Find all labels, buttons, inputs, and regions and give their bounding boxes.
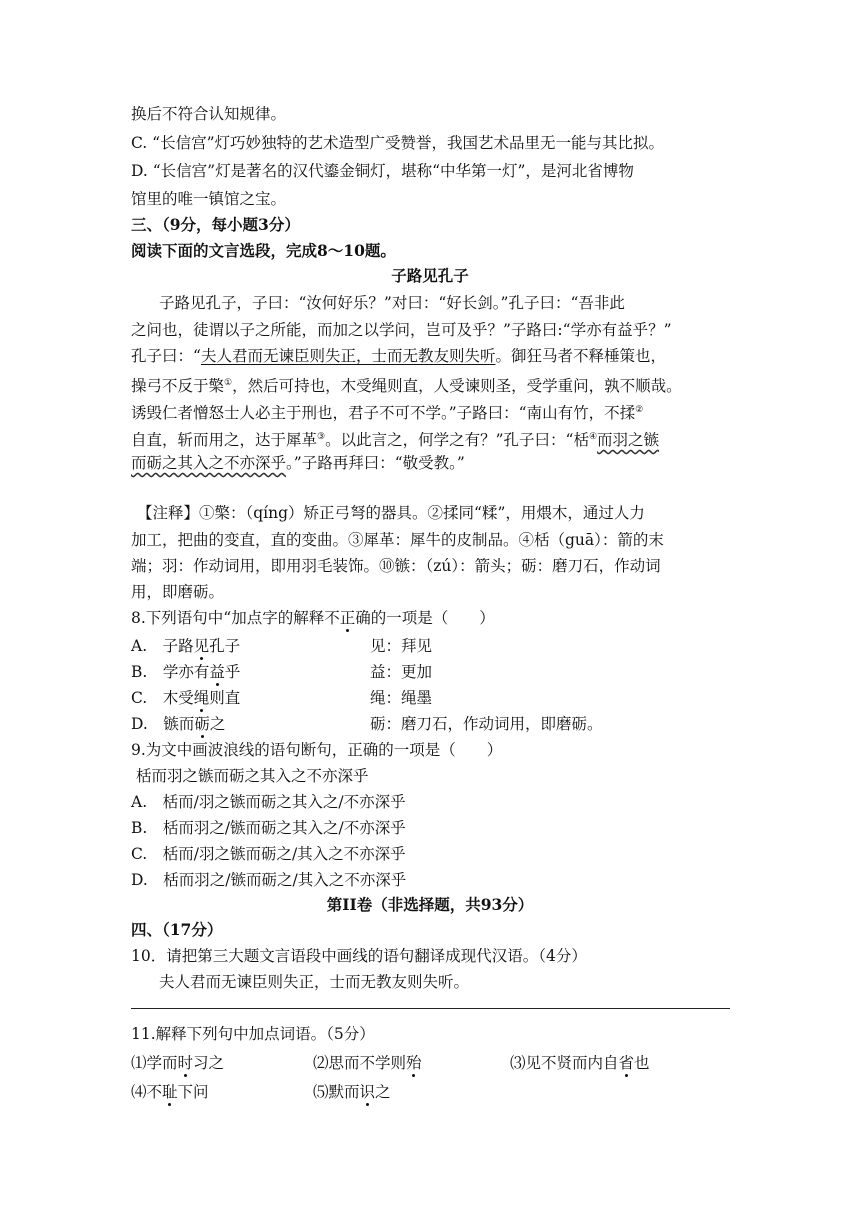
note-line-1: 【注释】①檠：（qíng）矫正弓弩的器具。②揉同“糅”，用煨木，通过人力: [137, 504, 645, 522]
q9-option-b: B. 栝而羽之/镞而砺之其入之/不亦深乎: [131, 819, 406, 837]
q9-option-a: A. 栝而/羽之镞而砺之其入之/不亦深乎: [131, 793, 406, 811]
q10-sentence: 夫人君而无谏臣则失正，士而无教友则失听。: [159, 973, 470, 991]
part2-title: 第II卷（非选择题，共93分）: [326, 895, 534, 914]
q8-gloss-c: 绳：绳墨: [370, 689, 433, 707]
q8-option-b: B. 学亦有益乎: [131, 663, 241, 681]
option-d-line2: 馆里的唯一镇馆之宝。: [131, 190, 287, 208]
footnote-mark-1: ①: [224, 378, 233, 388]
q9-option-c: C. 栝而/羽之镞而砺之/其入之不亦深乎: [131, 845, 406, 863]
section4-heading: 四、（17分）: [131, 920, 223, 939]
passage-line-7: 而砺之其入之不亦深乎。”子路再拜曰：“敬受教。”: [131, 454, 465, 472]
passage-line-1: 子路见孔子，子曰：“汝何好乐？”对曰：“好长剑。”孔子曰：“吾非此: [159, 294, 625, 312]
q11-item-5: ⑸默而识之: [313, 1083, 391, 1101]
q8-stem: 8.下列语句中“加点字的解释不正确的一项是（ ）: [131, 609, 495, 627]
q9-option-d: D. 栝而羽之/镞而砺之/其入之不亦深乎: [131, 871, 407, 889]
wavy-sentence-part2: 而砺之其入之不亦深乎: [131, 454, 287, 472]
q8-gloss-b: 益：更加: [370, 663, 433, 681]
footnote-mark-2: ②: [635, 405, 644, 415]
q8-option-d: D. 镞而砺之: [131, 715, 226, 733]
passage-line-6: 自直，斩而用之，达于犀革③。以此言之，何学之有？”孔子曰：“栝④而羽之镞: [131, 431, 660, 449]
q8-option-a: A. 子路见孔子: [131, 637, 241, 655]
passage-title: 子路见孔子: [391, 266, 469, 285]
q8-gloss-a: 见：拜见: [370, 637, 433, 655]
note-line-2: 加工，把曲的变直，直的变曲。③犀革：犀牛的皮制品。④栝（guā）：箭的末: [131, 531, 664, 549]
q11-item-2: ⑵思而不学则殆: [313, 1054, 422, 1072]
q9-sentence: 栝而羽之镞而砺之其入之不亦深乎: [136, 767, 369, 785]
passage-line-4: 操弓不反于檠①，然后可持也，木受绳则直，人受谏则圣，受学重问，孰不顺哉。: [131, 377, 682, 395]
passage-line-5: 诱毁仁者憎怒士人必主于刑也，君子不可不学。”子路曰：“南山有竹，不揉②: [131, 404, 644, 422]
section3-heading: 三、（9分，每小题3分）: [131, 215, 300, 234]
wavy-sentence-part1: 而羽之镞: [597, 431, 660, 449]
dotted-word: 不正确: [324, 609, 371, 627]
q11-stem: 11.解释下列句中加点词语。（5分）: [131, 1025, 375, 1043]
q11-item-1: ⑴学而时习之: [131, 1054, 225, 1072]
q11-item-3: ⑶见不贤而内自省也: [510, 1054, 650, 1072]
q8-gloss-d: 砺：磨刀石，作动词用，即磨砺。: [370, 715, 603, 733]
passage-line-3: 孔子曰：“夫人君而无谏臣则失正，士而无教友则失听。御狂马者不释棰策也，: [131, 347, 666, 365]
q8-option-c: C. 木受绳则直: [131, 689, 241, 707]
q11-item-4: ⑷不耻下问: [131, 1083, 209, 1101]
q10-stem: 10．请把第三大题文言语段中画线的语句翻译成现代汉语。（4分）: [131, 947, 587, 965]
note-line-4: 用，即磨砺。: [131, 583, 225, 601]
footnote-mark-3: ③: [317, 432, 326, 442]
note-line-3: 端；羽：作动词用，即用羽毛装饰。⑩镞：（zú）：箭头；砺：磨刀石，作动词: [131, 557, 661, 575]
option-c: C. “长信宫”灯巧妙独特的艺术造型广受赞誉，我国艺术品里无一能与其比拟。: [131, 134, 665, 152]
section3-instruction: 阅读下面的文言选段，完成8～10题。: [131, 241, 396, 260]
option-d-line1: D. “长信宫”灯是著名的汉代鎏金铜灯，堪称“中华第一灯”，是河北省博物: [131, 162, 634, 180]
prev-question-tail: 换后不符合认知规律。: [131, 105, 287, 123]
footnote-mark-4: ④: [588, 432, 598, 442]
underlined-sentence: 夫人君而无谏臣则失正，士而无教友则失听: [200, 347, 496, 365]
q9-stem: 9.为文中画波浪线的语句断句，正确的一项是（ ）: [131, 741, 503, 759]
answer-line: [131, 1008, 730, 1009]
passage-line-2: 之问也，徒谓以子之所能，而加之以学问，岂可及乎？”子路曰:“学亦有益乎？”: [131, 321, 672, 339]
